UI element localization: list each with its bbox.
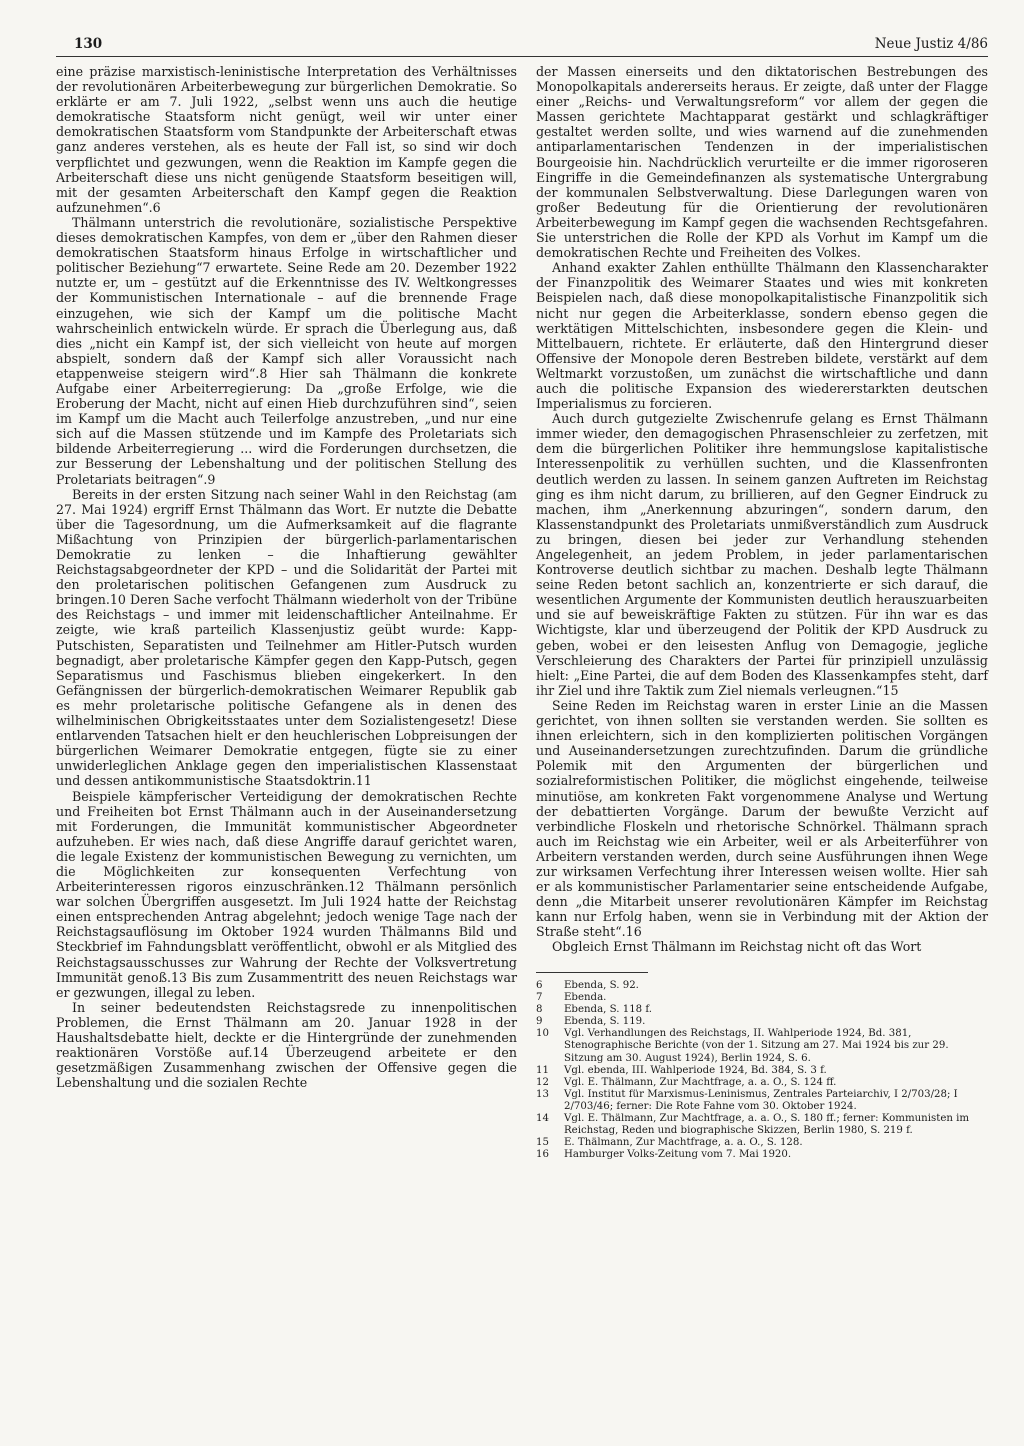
footnote — [536, 1065, 988, 1077]
paragraph: Bereits in der ersten Sitzung nach seiner Wahl in den Reichstag (am 27. Mai 1924) ergriff Ernst Thälmann das Wort. Er nutzte die Debatte über die Tagesordnung, um die Aufmerksamkeit auf die flagrante Mißachtung von Prinzipien der bürgerlich-parlamentarischen Demokratie zu lenken – die Inhaftierung gewählter Reichstagsabgeordneter der KPD – und die Solidarität der Partei mit den proletarischen politischen Gefangenen zum Ausdruck zu bringen.10 Deren Sache verfocht Thälmann wiederholt von der Tribüne des Reichstags – und immer mit leidenschaftlicher Anteilnahme. Er zeigte, wie kraß parteilich Klassenjustiz geübt wurde: Kapp-Putschisten, Separatisten und Teilnehmer am Hitler-Putsch wurden begnadigt, aber proletarische Kämpfer gegen den Kapp-Putsch, gegen Separatismus und Faschismus blieben eingekerkert. In den Gefängnissen der bürgerlich-demokratischen Weimarer Republik gab es mehr proletarische politische Gefangene als in denen des wilhelminischen Obrigkeitsstaates unter dem Sozialistengesetz! Diese entlarvenden Tatsachen hielt er den heuchlerischen Lobpreisungen der bürgerlichen Weimarer Demokratie entgegen, fügte sie zu einer unwiderleglichen Anklage gegen den imperialistischen Klassenstaat und dessen antikommunistische Staatsdoktrin.11 — [56, 486, 517, 789]
footnote — [536, 1137, 988, 1149]
footnote-number: 11 — [536, 1064, 549, 1076]
paragraph: Anhand exakter Zahlen enthüllte Thälmann den Klassencharakter der Finanzpolitik des Weimarer Staates und wies mit konkreten Beispielen nach, daß diese monopolkapitalistische Finanzpolitik sich nicht nur gegen die Arbeiterklasse, sondern ebenso gegen die werktätigen Mittelschichten, insbesondere gegen die Klein- und Mittelbauern, richtete. Er erläuterte, daß den Hintergrund dieser Offensive der Monopole deren Bestreben bildete, verstärkt auf dem Weltmarkt vorzustoßen, um zunächst die wirtschaftliche und dann auch die politische Expansion des wiedererstarkten deutschen Imperialismus zu forcieren. — [536, 260, 988, 412]
paragraph: der Massen einerseits und den diktatorischen Bestrebungen des Monopolkapitals andererseits heraus. Er zeigte, daß unter der Flagge einer „Reichs- und Verwaltungsreform“ vor allem der gegen die Massen gerichtete Machtapparat gestärkt und schlagkräftiger gestaltet werden sollte, und wies warnend auf die zunehmenden antiparlamentarischen Tendenzen in der imperialistischen Bourgeoisie hin. Nachdrücklich verurteilte er die immer rigoroseren Eingriffe in die Gemeindefinanzen als systematische Untergrabung der kommunalen Selbstverwaltung. Diese Darlegungen waren von großer Bedeutung für die Orientierung der revolutionären Arbeiterbewegung im Kampf gegen die wachsenden Rechtsgefahren. Sie unterstrichen die Rolle der KPD als Vorhut im Kampf um die demokratischen Rechte und Freiheiten des Volkes. — [536, 64, 988, 261]
footnote-text: Ebenda, S. 92. — [564, 980, 639, 991]
footnotes — [536, 980, 988, 1161]
right-column — [536, 64, 988, 955]
footnote-number: 14 — [536, 1113, 549, 1125]
footnote-text: Hamburger Volks-Zeitung vom 7. Mai 1920. — [564, 1149, 792, 1161]
footnote — [536, 1089, 988, 1113]
footnote — [536, 1149, 988, 1161]
footnote-number: 6 — [536, 980, 543, 991]
paragraph: Obgleich Ernst Thälmann im Reichstag nicht oft das Wort — [552, 939, 922, 955]
footnote-text: Vgl. Verhandlungen des Reichstags, II. Wahlperiode 1924, Bd. 381, Stenographische Berichte (von der 1. Sitzung am 27. Mai 1924 bis zur 29. Sitzung am 30. August 1924), Berlin 1924, S. 6. — [564, 1028, 949, 1064]
page-number: 130 — [74, 36, 103, 52]
paragraph: Beispiele kämpferischer Verteidigung der demokratischen Rechte und Freiheiten bot Ernst Thälmann auch in der Auseinandersetzung mit Forderungen, die Immunität kommunistischer Abgeordneter aufzuheben. Er wies nach, daß diese Angriffe darauf gerichtet waren, die legale Existenz der kommunistischen Bewegung zu vernichten, um die Möglichkeiten zur konsequenten Verfechtung von Arbeiterinteressen rigoros einzuschränken.12 Thälmann persönlich war solchen Übergriffen ausgesetzt. Im Juli 1924 hatte der Reichstag einen entsprechenden Antrag abgelehnt; jedoch wenige Tage nach der Reichstagsauflösung im Oktober 1924 wurden Thälmanns Bild und Steckbrief im Fahndungsblatt veröffentlicht, obwohl er als Mitglied des Reichstagsausschusses zur Wahrung der Rechte der Volksvertretung Immunität genoß.13 Bis zum Zusammentritt des neuen Reichstags war er gezwungen, illegal zu leben. — [56, 788, 517, 1000]
footnote — [536, 980, 988, 992]
footnote — [536, 1004, 988, 1016]
footnote-text: Vgl. Institut für Marxismus-Leninismus, Zentrales Parteiarchiv, I 2/703/28; I 2/703/46; ferner: Die Rote Fahne vom 30. Oktober 1924. — [564, 1088, 958, 1112]
paragraph: eine präzise marxistisch-leninistische Interpretation des Verhältnisses der revolutionären Arbeiterbewegung zur bürgerlichen Demokratie. So erklärte er am 7. Juli 1922, „selbst wenn uns auch die heutige demokratische Staatsform nicht genügt, weil wir unter einer demokratischen Staatsform vom Standpunkte der Arbeiterschaft etwas ganz anderes verstehen, als es heute der Fall ist, so sind wir doch verpflichtet und gezwungen, wenn die Reaktion im Kampfe gegen die Arbeiterschaft diese uns nicht genügende Staatsform beseitigen will, mit der gesamten Arbeiterschaft den Kampf gegen die Reaktion aufzunehmen“.6 — [56, 64, 517, 215]
paragraph: Seine Reden im Reichstag waren in erster Linie an die Massen gerichtet, von ihnen sollten sie verstanden werden. Sie sollten es ihnen erleichtern, sich in den komplizierten politischen Vorgängen und Auseinandersetzungen zurechtzufinden. Darum die gründliche Polemik mit den Argumenten der bürgerlichen und sozialreformistischen Politiker, die möglichst eingehende, teilweise minutiöse, am konkreten Fakt vorgenommene Analyse und Wertung der debattierten Vorgänge. Darum der bewußte Verzicht auf verbindliche Floskeln und rhetorische Schnörkel. Thälmann sprach auch im Reichstag wie ein Arbeiter, weil er als Arbeiterführer von Arbeitern verstanden werden, durch seine Ausführungen ihnen Wege zur wirksamen Verfechtung ihrer Interessen weisen wollte. Hier sah er als kommunistischer Parlamentarier seine entscheidende Aufgabe, denn „die Mitarbeit unserer revolutionären Kämpfer im Reichstag kann nur Erfolg haben, wenn sie in Verbindung mit der Aktion der Straße steht“.16 — [536, 697, 988, 940]
paragraph: Auch durch gutgezielte Zwischenrufe gelang es Ernst Thälmann immer wieder, den demagogischen Phrasenschleier zu zerfetzen, mit dem die bürgerlichen Politiker ihre hemmungslose kapitalistische Interessenpolitik zu verhüllen suchten, und die Klassenfronten deutlich werden zu lassen. In seinem ganzen Auftreten im Reichstag ging es ihm nicht darum, zu brillieren, auf den Gegner Eindruck zu machen, ihm „Anerkennung abzuringen“, sondern darum, den Klassenstandpunkt des Proletariats unmißverständlich zum Ausdruck zu bringen, diesen bei jeder zur Verhandlung stehenden Angelegenheit, an jedem Problem, in jeder parlamentarischen Kontroverse deutlich sichtbar zu machen. Deshalb legte Thälmann seine Reden betont sachlich an, konzentrierte er sich darauf, die wesentlichen Argumente der Kommunisten deutlich herauszuarbeiten und sie auf beweiskräftige Fakten zu stützen. Für ihn war es das Wichtigste, klar und überzeugend der Politik der KPD Ausdruck zu geben, wobei er den leisesten Anflug von Demagogie, jegliche Verschleierung des Charakters der Partei für prinzipiell unzulässig hielt: „Eine Partei, die auf dem Boden des Klassenkampfes steht, darf ihr Ziel und ihre Taktik zum Ziel niemals verleugnen.“15 — [536, 411, 988, 698]
footnote-number: 9 — [536, 1016, 543, 1028]
footnote — [536, 1016, 988, 1028]
page-header — [56, 36, 988, 56]
footnote-number: 15 — [536, 1137, 549, 1149]
footnote-number: 10 — [536, 1028, 549, 1040]
footnote — [536, 1077, 988, 1089]
footnote-number: 7 — [536, 992, 543, 1004]
footnote-text: E. Thälmann, Zur Machtfrage, a. a. O., S. 128. — [564, 1137, 803, 1149]
footnote-text: Vgl. ebenda, III. Wahlperiode 1924, Bd. 384, S. 3 f. — [564, 1064, 827, 1076]
footnote — [536, 992, 988, 1004]
paragraph: In seiner bedeutendsten Reichstagsrede zu innenpolitischen Problemen, die Ernst Thälmann am 20. Januar 1928 in der Haushaltsdebatte hielt, deckte er die Hintergründe der zunehmenden reaktionären Vorstöße auf.14 Überzeugend arbeitete er den gesetzmäßigen Zusammenhang zwischen der Offensive gegen die Lebenshaltung und die sozialen Rechte — [56, 999, 517, 1091]
footnote-number: 13 — [536, 1088, 549, 1100]
footnote-number: 12 — [536, 1076, 549, 1088]
footnote-text: Vgl. E. Thälmann, Zur Machtfrage, a. a. O., S. 180 ff.; ferner: Kommunisten im Reichstag, Reden und biographische Skizzen, Berlin 1980, S. 219 f. — [564, 1113, 970, 1137]
footnote-number: 16 — [536, 1149, 549, 1161]
header-rule — [56, 56, 988, 57]
footnote-text: Ebenda, S. 118 f. — [564, 1004, 653, 1016]
footnote-text: Ebenda, S. 119. — [564, 1016, 646, 1028]
paragraph: Thälmann unterstrich die revolutionäre, sozialistische Perspektive dieses demokratischen Kampfes, von dem er „über den Rahmen dieser demokratischen Staatsform hinaus Erfolge in wirtschaftlicher und politischer Beziehung“7 erwartete. Seine Rede am 20. Dezember 1922 nutzte er, um – gestützt auf die Erkenntnisse des IV. Weltkongresses der Kommunistischen Internationale – auf die brennende Frage einzugehen, wie sich der Kampf um die politische Macht wahrscheinlich entwickeln würde. Er sprach die Überlegung aus, daß dies „nicht ein Kampf ist, der sich vielleicht von heute auf morgen abspielt, sondern daß der Kampf sich aller Voraussicht nach etappenweise steigern wird“.8 Hier sah Thälmann die konkrete Aufgabe einer Arbeiterregierung: Da „große Erfolge, wie die Eroberung der Macht, nicht auf einen Hieb durchzuführen sind“, seien im Kampf um die Macht auch Teilerfolge anzustreben, „und nur eine sich auf die Massen stützende und im Kampfe des Proletariats sich bildende Arbeiterregierung ... wird die Forderungen durchsetzen, die zur Besserung der Lebenshaltung und der politischen Stellung des Proletariats beitragen“.9 — [56, 214, 517, 487]
journal-issue: Neue Justiz 4/86 — [874, 36, 988, 52]
footnote-rule — [536, 972, 648, 973]
footnote-number: 8 — [536, 1004, 543, 1016]
footnote-text: Vgl. E. Thälmann, Zur Machtfrage, a. a. O., S. 124 ff. — [564, 1076, 837, 1088]
footnote — [536, 1028, 988, 1064]
left-column — [56, 64, 517, 1090]
footnote-text: Ebenda. — [564, 992, 607, 1004]
footnote — [536, 1113, 988, 1137]
